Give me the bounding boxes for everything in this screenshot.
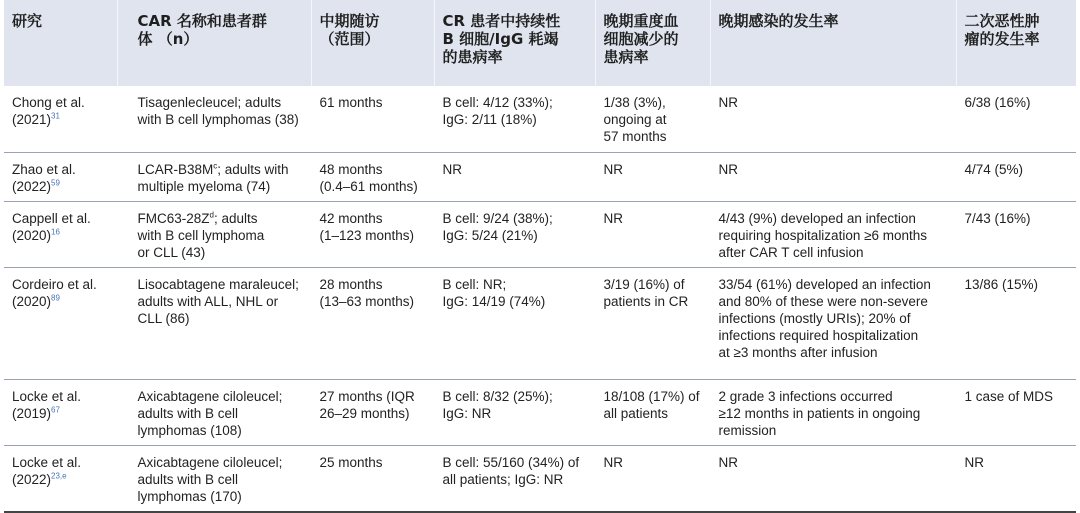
cell-malignancy <box>956 379 1076 445</box>
table-row <box>4 86 1076 152</box>
cell-car-name-text: Axicabtagene ciloleucel; adults with B cell lymphomas (108) <box>137 388 283 438</box>
reference-superscript[interactable]: 16 <box>51 227 60 236</box>
cell-followup-text: 48 months (0.4–61 months) <box>319 161 418 194</box>
cell-infection <box>710 86 956 152</box>
cell-study-text: Cappell et al. (2020) <box>12 210 91 243</box>
cell-car-name <box>117 267 311 379</box>
header-infection: 晚期感染的发生率 <box>710 0 956 86</box>
cell-bcell-igg-text: NR <box>442 161 462 177</box>
table-row <box>4 201 1076 267</box>
cell-followup-text: 61 months <box>319 95 383 110</box>
cell-malignancy-text: 1 case of MDS <box>964 388 1054 404</box>
reference-superscript[interactable]: 31 <box>51 111 60 121</box>
cell-bcell-igg-text: B cell: 4/12 (33%); IgG: 2/11 (18%) <box>442 95 553 127</box>
cell-bcell-igg <box>434 86 595 152</box>
cell-followup <box>311 152 434 201</box>
cell-car-name-text: Lisocabtagene maraleucel; adults with ALL, NHL or CLL (86) <box>137 276 299 326</box>
cell-infection-text: 33/54 (61%) developed an infection and 80% of these were non-severe infections (mostly URIs); 20% of infections required hospitalization at ≥3 months after infusion <box>718 276 931 360</box>
header-followup: 中期随访 （范围） <box>311 0 434 86</box>
cell-followup-text: 27 months (IQR 26–29 months) <box>319 388 415 421</box>
cell-followup <box>311 201 434 267</box>
cell-study <box>4 445 117 512</box>
cell-infection-text: NR <box>718 95 738 110</box>
cell-cytopenia-text: 1/38 (3%), ongoing at 57 months <box>603 95 667 144</box>
cell-cytopenia <box>595 86 710 152</box>
cell-malignancy-text: NR <box>964 454 984 470</box>
cell-bcell-igg <box>434 379 595 445</box>
cell-bcell-igg <box>434 267 595 379</box>
cell-followup <box>311 86 434 152</box>
cell-cytopenia-text: NR <box>603 161 623 177</box>
cell-followup-text: 25 months <box>319 454 383 470</box>
cell-cytopenia <box>595 267 710 379</box>
cell-malignancy <box>956 201 1076 267</box>
cell-study-text: Zhao et al. (2022) <box>12 161 76 194</box>
cell-malignancy <box>956 445 1076 512</box>
cell-malignancy <box>956 86 1076 152</box>
cell-car-name <box>117 152 311 201</box>
cell-bcell-igg <box>434 445 595 512</box>
cell-infection <box>710 445 956 512</box>
cell-car-name <box>117 445 311 512</box>
cell-study <box>4 201 117 267</box>
cell-infection-text: NR <box>718 454 738 470</box>
cell-infection <box>710 267 956 379</box>
cell-infection <box>710 379 956 445</box>
cell-cytopenia <box>595 379 710 445</box>
cell-malignancy-text: 4/74 (5%) <box>964 161 1024 177</box>
cell-cytopenia <box>595 201 710 267</box>
cell-followup-text: 28 months (13–63 months) <box>319 276 415 309</box>
cell-car-name-text: LCAR-B38M <box>137 161 214 177</box>
reference-superscript[interactable]: 67 <box>51 405 60 414</box>
cell-bcell-igg-text: B cell: 9/24 (38%); IgG: 5/24 (21%) <box>442 210 553 243</box>
cell-car-name-text: Tisagenlecleucel; adults with B cell lymphomas (38) <box>137 95 299 127</box>
cell-cytopenia-text: 3/19 (16%) of patients in CR <box>603 276 689 309</box>
cell-study <box>4 152 117 201</box>
cell-malignancy-text: 7/43 (16%) <box>964 210 1031 226</box>
cell-infection-text: 4/43 (9%) developed an infection requiring hospitalization ≥6 months after CAR T cell infusion <box>718 210 928 260</box>
cell-study-text: Chong et al. (2021) <box>12 95 85 127</box>
cell-followup <box>311 267 434 379</box>
table-row <box>4 152 1076 201</box>
cell-malignancy <box>956 152 1076 201</box>
cell-car-name-text: FMC63-28Z <box>137 210 210 226</box>
reference-superscript[interactable]: 23,e <box>51 471 67 480</box>
cell-cytopenia <box>595 152 710 201</box>
cell-study-text: Cordeiro et al. (2020) <box>12 276 97 309</box>
cell-infection-text: 2 grade 3 infections occurred ≥12 months in patients in ongoing remission <box>718 388 921 438</box>
cell-car-name <box>117 379 311 445</box>
cell-malignancy <box>956 267 1076 379</box>
table-row <box>4 267 1076 379</box>
cell-infection <box>710 152 956 201</box>
cell-car-name-rest: ; adults with multiple myeloma (74) <box>137 161 289 194</box>
table-body <box>4 86 1076 512</box>
cell-study <box>4 379 117 445</box>
table-row <box>4 445 1076 512</box>
header-study: 研究 <box>12 12 43 30</box>
cell-bcell-igg-text: B cell: 55/160 (34%) of all patients; IgG: NR <box>442 454 580 487</box>
cell-followup <box>311 445 434 512</box>
table-header <box>4 0 1076 86</box>
cell-cytopenia <box>595 445 710 512</box>
cell-study-text: Locke et al. (2022) <box>12 454 82 487</box>
cell-followup-text: 42 months (1–123 months) <box>319 210 415 243</box>
header-car-name: CAR 名称和患者群 体 （n） <box>117 0 311 86</box>
cell-cytopenia-text: 18/108 (17%) of all patients <box>603 388 700 421</box>
cell-study <box>4 86 117 152</box>
header-malignancy: 二次恶性肿 瘤的发生率 <box>956 0 1076 86</box>
cell-bcell-igg-text: B cell: NR; IgG: 14/19 (74%) <box>442 276 546 309</box>
cell-infection-text: NR <box>718 161 738 177</box>
table-row <box>4 379 1076 445</box>
cell-bcell-igg <box>434 201 595 267</box>
cell-bcell-igg <box>434 152 595 201</box>
car-t-long-term-outcomes-table <box>4 0 1076 513</box>
reference-superscript[interactable]: 89 <box>51 293 60 302</box>
header-cytopenia: 晚期重度血 细胞减少的 患病率 <box>595 0 710 86</box>
cell-infection <box>710 201 956 267</box>
cell-followup <box>311 379 434 445</box>
cell-bcell-igg-text: B cell: 8/32 (25%); IgG: NR <box>442 388 553 421</box>
cell-study-text: Locke et al. (2019) <box>12 388 82 421</box>
cell-study <box>4 267 117 379</box>
cell-car-name <box>117 86 311 152</box>
header-bcell-igg: CR 患者中持续性 B 细胞/IgG 耗竭 的患病率 <box>434 0 595 86</box>
cell-cytopenia-text: NR <box>603 454 623 470</box>
footnote-superscript: d <box>209 210 214 219</box>
cell-car-name-rest: ; adults with B cell lymphoma or CLL (43) <box>137 210 265 260</box>
cell-car-name-text: Axicabtagene ciloleucel; adults with B cell lymphomas (170) <box>137 454 283 504</box>
cell-malignancy-text: 13/86 (15%) <box>964 276 1039 292</box>
cell-car-name <box>117 201 311 267</box>
cell-malignancy-text: 6/38 (16%) <box>964 95 1031 110</box>
reference-superscript[interactable]: 59 <box>51 178 60 187</box>
header-row <box>4 0 1076 86</box>
cell-cytopenia-text: NR <box>603 210 623 226</box>
footnote-superscript: c <box>213 161 218 170</box>
